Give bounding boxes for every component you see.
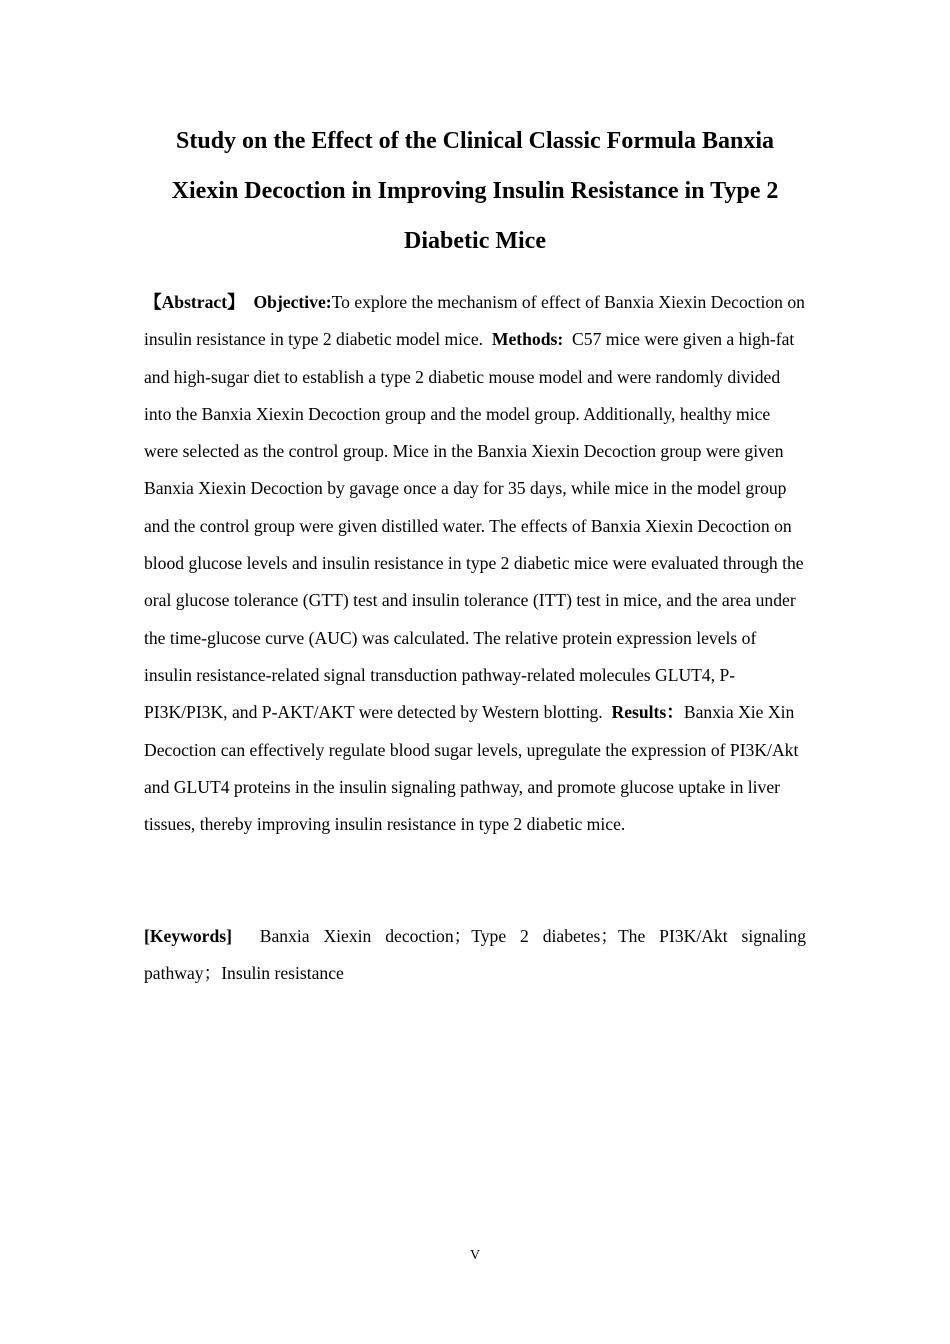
objective-label: Objective: xyxy=(253,292,332,312)
page-title: Study on the Effect of the Clinical Classic Formula Banxia Xiexin Decoction in Improving Insulin Resistance in Type 2 Diabetic Mice xyxy=(171,128,779,254)
abstract-paragraph xyxy=(144,284,806,843)
page-number: V xyxy=(469,1248,481,1263)
methods-text: C57 mice were given a high-fat and high-sugar diet to establish a type 2 diabetic mouse model and were randomly divided into the Banxia Xiexin Decoction group and the model group. Additionally, healthy mice were selected as the control group. Mice in the Banxia Xiexin Decoction group were given Banxia Xiexin Decoction by gavage once a day for 35 days, while mice in the model group and the control group were given distilled water. The effects of Banxia Xiexin Decoction on blood glucose levels and insulin resistance in type 2 diabetic mice were evaluated through the oral glucose tolerance (GTT) test and insulin tolerance (ITT) test in mice, and the area under the time-glucose curve (AUC) was calculated. The relative protein expression levels of insulin resistance-related signal transduction pathway-related molecules GLUT4, P-PI3K/PI3K, and P-AKT/AKT were detected by Western blotting. xyxy=(144,329,804,723)
objective-text: To explore the mechanism of effect of Banxia Xiexin Decoction on insulin resistance in type 2 diabetic model mice. xyxy=(144,292,805,350)
keywords-label: [Keywords] xyxy=(144,926,232,946)
results-text: Banxia Xie Xin Decoction can effectively regulate blood sugar levels, upregulate the expression of PI3K/Akt and GLUT4 proteins in the insulin signaling pathway, and promote glucose uptake in liver tissues, thereby improving insulin resistance in type 2 diabetic mice. xyxy=(144,702,799,835)
abstract-label: 【Abstract】 xyxy=(144,292,245,312)
results-label: Results： xyxy=(611,702,684,723)
keywords-text: Banxia Xiexin decoction；Type 2 diabetes；The PI3K/Akt signaling pathway；Insulin resistance xyxy=(144,926,806,984)
methods-label: Methods: xyxy=(491,329,564,350)
keywords-paragraph xyxy=(144,918,806,993)
